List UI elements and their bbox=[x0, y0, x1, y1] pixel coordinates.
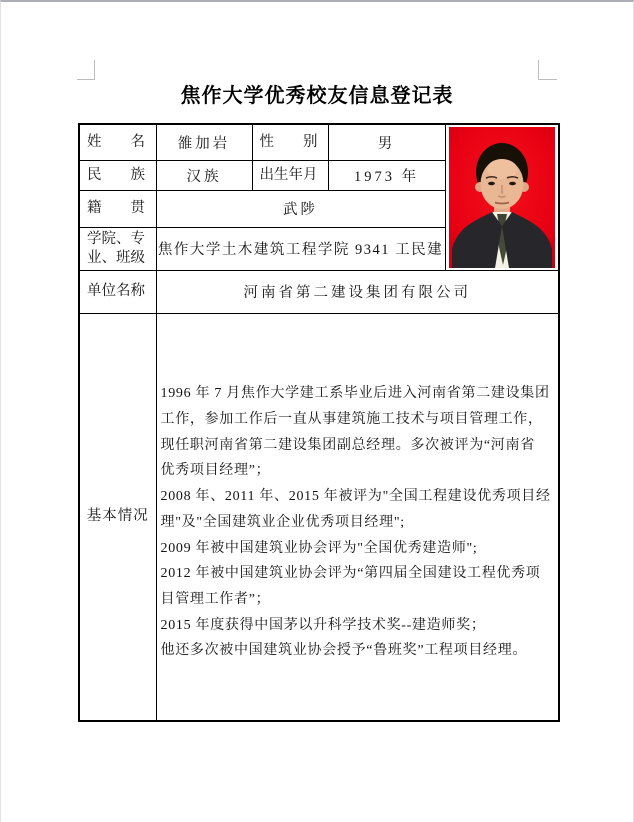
profile-line: 工作，参加工作后一直从事建筑施工技术与项目管理工作， bbox=[160, 412, 543, 428]
page-title: 焦作大学优秀校友信息登记表 bbox=[180, 85, 454, 107]
company-value: 河南省第二建设集团有限公司 bbox=[156, 270, 559, 313]
eye-left bbox=[488, 182, 495, 185]
table-row bbox=[79, 313, 559, 721]
alumni-info-table bbox=[78, 123, 560, 722]
table-row bbox=[79, 124, 559, 160]
table-row bbox=[79, 270, 559, 313]
name-label: 姓 名 bbox=[79, 124, 156, 160]
profile-line: 1996 年 7 月焦作大学建工系毕业后进入河南省第二建设集团 bbox=[160, 386, 550, 402]
profile-label: 基本情况 bbox=[79, 313, 156, 721]
profile-line: 现任职河南省第二建设集团副总经理。多次被评为“河南省 bbox=[160, 437, 535, 453]
company-label: 单位名称 bbox=[79, 270, 156, 313]
gender-value: 男 bbox=[328, 124, 445, 160]
ethnicity-label: 民 族 bbox=[79, 160, 156, 190]
profile-text bbox=[161, 381, 555, 664]
native-place-value: 武陟 bbox=[156, 190, 445, 227]
margin-corner-mark-top-right bbox=[538, 60, 557, 80]
margin-corner-mark-top-left bbox=[77, 60, 95, 80]
profile-line: 2015 年度获得中国茅以升科学技术奖--建造师奖； bbox=[160, 617, 486, 633]
profile-line: 优秀项目经理”； bbox=[160, 463, 271, 479]
name-value: 雒加岩 bbox=[156, 124, 252, 160]
portrait-photo-cell bbox=[445, 124, 559, 270]
birth-value: 1973 年 bbox=[328, 160, 445, 190]
ethnicity-value: 汉族 bbox=[156, 160, 252, 190]
profile-line: 目管理工作者”； bbox=[160, 592, 271, 607]
college-value: 焦作大学土木建筑工程学院 9341 工民建 bbox=[156, 227, 445, 270]
profile-line: 2012 年被中国建筑业协会评为“第四届全国建设工程优秀项 bbox=[160, 566, 541, 582]
profile-line: 2009 年被中国建筑业协会评为"全国优秀建造师"; bbox=[160, 540, 478, 556]
college-label: 学院、专业、班级 bbox=[79, 227, 156, 270]
profile-line: 他还多次被中国建筑业协会授予“鲁班奖”工程项目经理。 bbox=[160, 643, 528, 659]
gender-label: 性 别 bbox=[252, 124, 328, 160]
birth-label: 出生年月 bbox=[252, 160, 328, 190]
profile-line: 2008 年、2011 年、2015 年被评为"全国工程建设优秀项目经 bbox=[160, 489, 551, 505]
native-place-label: 籍 贯 bbox=[79, 190, 156, 227]
eye-right bbox=[509, 182, 516, 185]
profile-text-cell bbox=[156, 313, 559, 721]
portrait-photo bbox=[449, 127, 555, 268]
profile-line: 理"及"全国建筑业企业优秀项目经理"; bbox=[160, 514, 405, 530]
